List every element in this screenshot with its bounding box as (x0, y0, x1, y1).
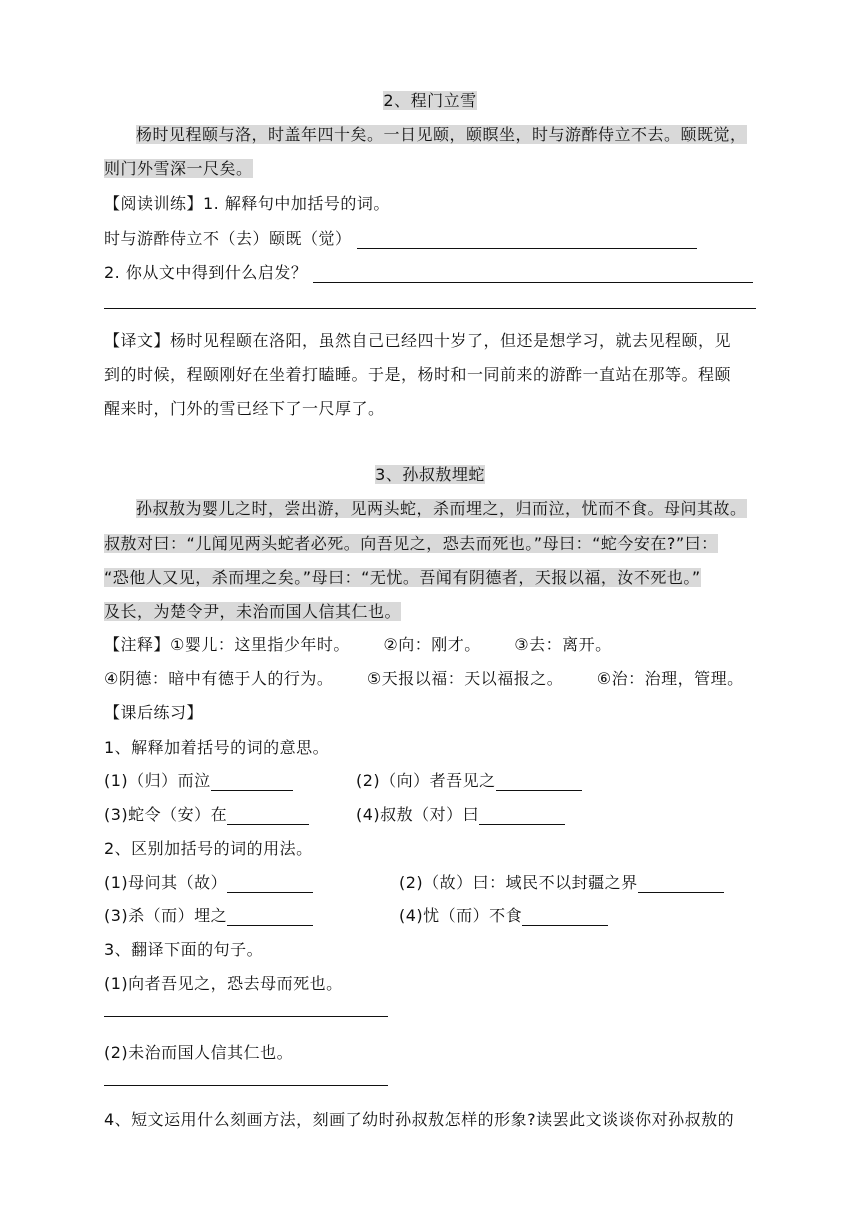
exercise-1-item-2-text: (2)（向）者吾见之 (356, 771, 496, 790)
passage-3-line-4 (104, 599, 401, 622)
notes-line-1: 【注释】①婴儿：这里指少年时。 ②向：刚才。 ③去：离开。 (104, 635, 612, 654)
answer-blank[interactable] (227, 808, 309, 825)
passage-2-line-2-text: 则门外雪深一尺矣。 (104, 159, 253, 178)
exercise-1-item-3-text: (3)蛇令（安）在 (104, 805, 228, 824)
answer-blank[interactable] (638, 876, 724, 893)
section-2-title-text: 2、程门立雪 (383, 91, 477, 110)
exercise-2-title: 2、区别加括号的词的用法。 (104, 839, 313, 858)
exercise-1-item-1 (104, 768, 293, 791)
passage-3-line-2 (104, 531, 718, 554)
exercise-3-item-1: (1)向者吾见之，恐去母而死也。 (104, 974, 343, 993)
passage-2-line-1 (104, 122, 747, 145)
passage-2-line-1-text: 杨时见程颐与洛，时盖年四十矣。一日见颐，颐瞑坐，时与游酢侍立不去。颐既觉， (136, 125, 747, 144)
answer-line-q1[interactable] (357, 230, 697, 249)
exercise-1-item-4 (356, 802, 565, 825)
section-2-title (0, 88, 860, 111)
question-2 (104, 260, 753, 283)
exercise-3-item-2: (2)未治而国人信其仁也。 (104, 1043, 294, 1062)
exercise-2-item-4-text: (4)忧（而）不食 (399, 906, 523, 925)
translation-line-1: 【译文】杨时见程颐在洛阳，虽然自己已经四十岁了，但还是想学习，就去见程颐，见 (104, 331, 732, 350)
exercise-3-title: 3、翻译下面的句子。 (104, 940, 264, 959)
exercise-2-item-2 (399, 870, 724, 893)
passage-3-line-4-text: 及长，为楚令尹，未治而国人信其仁也。 (104, 602, 402, 621)
translation-line-2: 到的时候，程颐刚好在坐着打瞌睡。于是，杨时和一同前来的游酢一直站在那等。程颐 (104, 365, 732, 384)
exercise-4-question: 4、短文运用什么刻画方法，刻画了幼时孙叔敖怎样的形象?读罢此文谈谈你对孙叔敖的 (104, 1110, 735, 1129)
passage-3-line-3-text: “恐他人又见，杀而埋之矣。”母曰：“无忧。吾闻有阴德者，天报以福，汝不死也。” (104, 568, 701, 587)
exercise-1-item-4-text: (4)叔敖（对）曰 (356, 805, 480, 824)
exercise-1-item-1-text: (1)（归）而泣 (104, 771, 211, 790)
answer-line-ex3-1[interactable] (104, 1016, 388, 1017)
answer-line-ex3-2[interactable] (104, 1085, 388, 1086)
passage-3-line-1-text: 孙叔敖为婴儿之时，尝出游，见两头蛇，杀而埋之，归而泣，忧而不食。母问其故。 (136, 499, 747, 518)
answer-blank[interactable] (496, 774, 582, 791)
question-2-text: 2. 你从文中得到什么启发？ (104, 263, 308, 282)
answer-line-q2[interactable] (313, 264, 753, 283)
exercise-2-item-4 (399, 903, 608, 926)
exercise-2-item-3-text: (3)杀（而）埋之 (104, 906, 228, 925)
question-1-text: 时与游酢侍立不（去）颐既（觉） (104, 229, 352, 248)
exercise-1-title: 1、解释加着括号的词的意思。 (104, 738, 330, 757)
translation-line-3: 醒来时，门外的雪已经下了一尺厚了。 (104, 399, 385, 418)
answer-blank[interactable] (522, 909, 608, 926)
exercise-2-item-3 (104, 903, 313, 926)
passage-3-line-2-text: 叔敖对曰：“儿闻见两头蛇者必死。向吾见之，恐去而死也。”母曰：“蛇今安在?”曰： (104, 534, 718, 553)
section-3-title-text: 3、孙叔敖埋蛇 (375, 465, 485, 484)
passage-3-line-3 (104, 565, 701, 588)
question-1 (104, 226, 697, 249)
notes-line-2: ④阴德：暗中有德于人的行为。 ⑤天报以福：天以福报之。 ⑥治：治理，管理。 (104, 669, 744, 688)
reading-training-header: 【阅读训练】1. 解释句中加括号的词。 (104, 194, 390, 213)
answer-line-q2-extra[interactable] (104, 308, 756, 309)
exercise-header: 【课后练习】 (104, 703, 204, 722)
answer-blank[interactable] (211, 774, 293, 791)
exercise-2-item-1-text: (1)母问其（故） (104, 873, 228, 892)
exercise-1-item-3 (104, 802, 309, 825)
section-3-title (0, 462, 860, 485)
answer-blank[interactable] (227, 909, 313, 926)
answer-blank[interactable] (479, 808, 565, 825)
exercise-1-item-2 (356, 768, 582, 791)
passage-2-line-2 (104, 156, 253, 179)
answer-blank[interactable] (227, 876, 313, 893)
exercise-2-item-2-text: (2)（故）曰：域民不以封疆之界 (399, 873, 638, 892)
exercise-2-item-1 (104, 870, 313, 893)
passage-3-line-1 (104, 496, 747, 519)
